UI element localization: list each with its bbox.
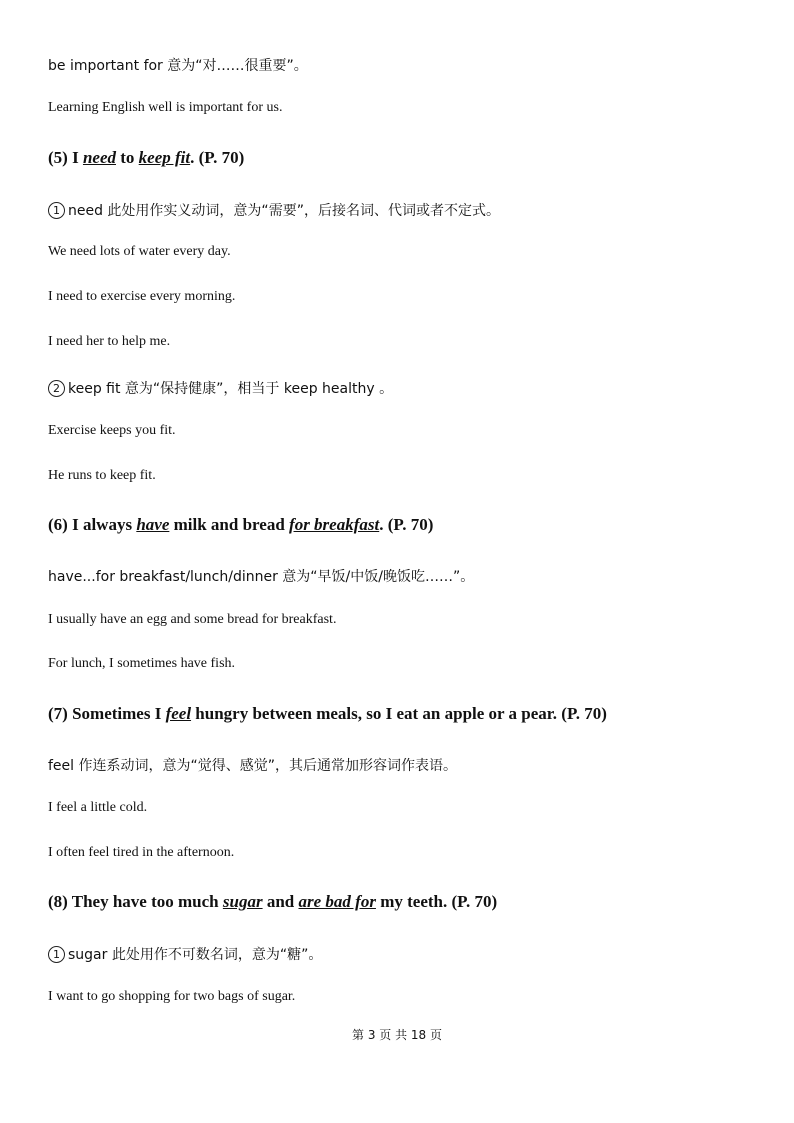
circled-number: 1: [48, 946, 65, 963]
highlight-phrase: are bad for: [298, 892, 376, 911]
highlight-phrase: sugar: [222, 892, 263, 911]
highlight-phrase: need: [82, 148, 116, 167]
highlight-phrase: for breakfast: [289, 515, 380, 534]
example-sentence: For lunch, I sometimes have fish.: [48, 656, 236, 671]
note-keep-fit: 2 keep fit 意为“保持健康”，相当于 keep healthy 。: [48, 378, 393, 398]
section-heading-7: (7) Sometimes I feel hungry between meals, so I eat an apple or a pear. (P. 70): [48, 704, 607, 723]
example-sentence: He runs to keep fit.: [48, 468, 156, 483]
example-sentence: I feel a little cold.: [48, 800, 148, 815]
circled-number: 1: [48, 202, 65, 219]
page-footer: 第 3 页 共 18 页: [352, 1028, 442, 1042]
example-sentence: Exercise keeps you fit.: [48, 423, 176, 438]
note-need: 1 need 此处用作实义动词，意为“需要”，后接名词、代词或者不定式。: [48, 200, 500, 220]
example-sentence: I usually have an egg and some bread for breakfast.: [48, 612, 337, 627]
note-sugar: 1 sugar 此处用作不可数名词，意为“糖”。: [48, 944, 322, 964]
section-heading-6: (6) I always have milk and bread for breakfast. (P. 70): [48, 515, 434, 534]
note-feel: feel 作连系动词，意为“觉得、感觉”，其后通常加形容词作表语。: [48, 758, 457, 774]
example-sentence: Learning English well is important for us.: [48, 100, 283, 115]
example-sentence: We need lots of water every day.: [48, 244, 231, 259]
circled-number: 2: [48, 380, 65, 397]
section-heading-8: (8) They have too much sugar and are bad for my teeth. (P. 70): [48, 892, 498, 911]
example-sentence: I often feel tired in the afternoon.: [48, 845, 235, 860]
note-be-important: be important for 意为“对……很重要”。: [48, 58, 308, 74]
highlight-phrase: keep fit: [138, 148, 191, 167]
example-sentence: I want to go shopping for two bags of sugar.: [48, 989, 296, 1004]
example-sentence: I need her to help me.: [48, 334, 171, 349]
note-have-for: have...for breakfast/lunch/dinner 意为“早饭/中饭/晚饭吃……”。: [48, 569, 475, 585]
section-heading-5: (5) I need to keep fit. (P. 70): [48, 148, 245, 167]
highlight-phrase: have: [136, 515, 170, 534]
highlight-phrase: feel: [165, 704, 192, 723]
example-sentence: I need to exercise every morning.: [48, 289, 236, 304]
